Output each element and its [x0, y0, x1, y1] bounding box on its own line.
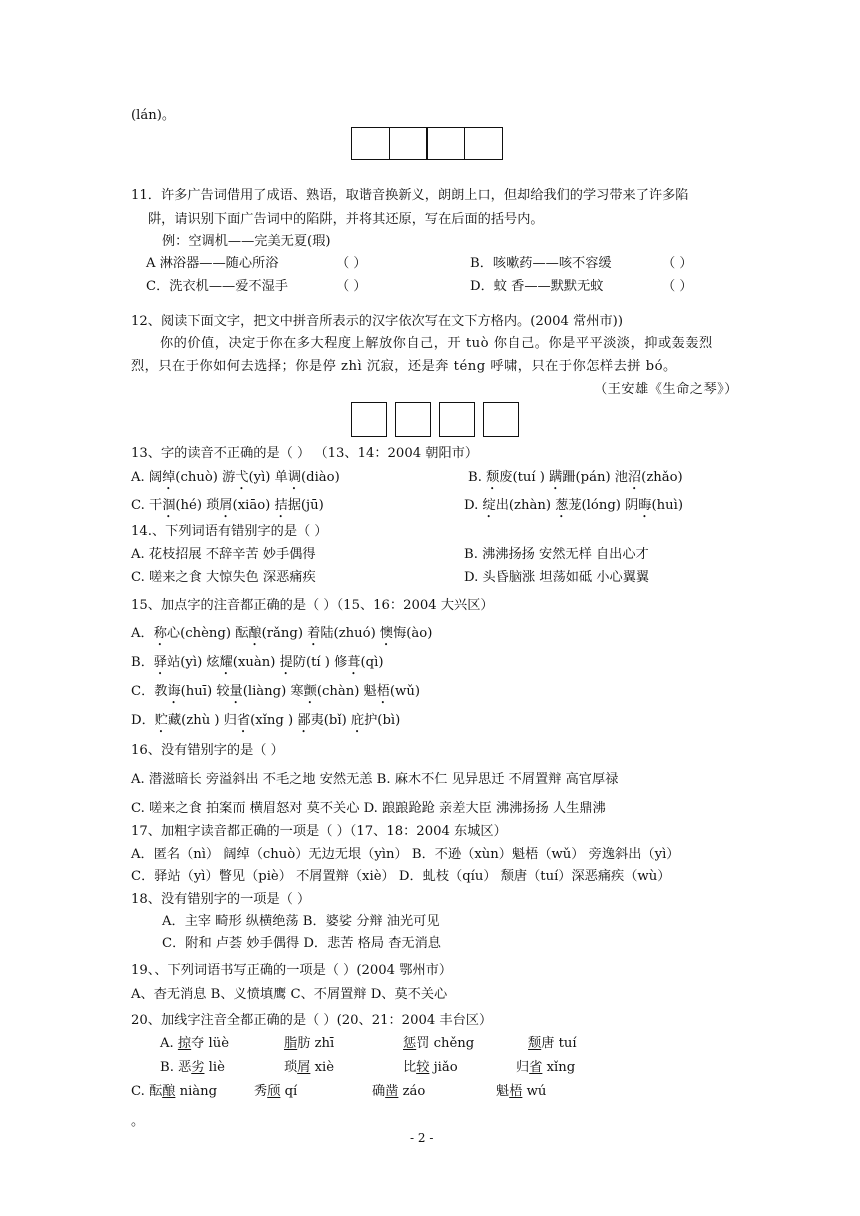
q15-option-a: A．称心(chèng) 酝酿(rǎng) 着陆(zhuó) 懊悔(ào)	[131, 626, 433, 641]
q18-stem: 18、没有错别字的一项是（ ）	[131, 892, 311, 907]
answer-box[interactable]	[439, 402, 475, 437]
q17-options-cd: C．驿站（yì）瞥见（piè） 不屑置辩（xiè） D．虬枝（qíu） 颓唐（tuí）深恶痛疾（wù）	[131, 869, 671, 884]
q20-option-c-4: 魁梧 wú	[496, 1084, 547, 1099]
answer-box[interactable]	[464, 127, 503, 160]
q17-options-ab: A．匿名（nì） 阔绰（chuò）无边无垠（yìn） B．不逊（xùn）魁梧（wǔ） 旁逸斜出（yì）	[131, 847, 680, 862]
q12-passage-1: 你的价值，决定于你在多大程度上解放你自己，开 tuò 你自己。你是平平淡淡，抑或轰轰烈	[160, 336, 713, 351]
q11-stem-2: 阱，请识别下面广告词中的陷阱，并将其还原，写在后面的括号内。	[148, 212, 544, 227]
q15-option-c: C．教诲(huī) 较量(liàng) 寒颤(chàn) 魁梧(wǔ)	[131, 684, 420, 699]
q12-passage-2: 烈，只在于你如何去选择；你是停 zhì 沉寂，还是奔 téng 呼啸，只在于你怎样去拼 bó。	[131, 359, 677, 374]
q11-option-a: A 淋浴器——随心所浴	[146, 256, 279, 271]
q12-source: （王安雄《生命之琴》）	[594, 382, 738, 397]
answer-box[interactable]	[351, 402, 387, 437]
q20-option-a: A. 掠夺 lüè	[160, 1036, 230, 1051]
q11-paren-d: （ ）	[662, 279, 693, 294]
answer-box[interactable]	[426, 127, 465, 160]
q20-option-b-4: 归省 xǐng	[516, 1060, 576, 1075]
page-number: - 2 -	[410, 1131, 434, 1145]
answer-box[interactable]	[351, 127, 390, 160]
q13-option-b: B. 颓废(tuí ) 蹒跚(pán) 池沼(zhǎo)	[468, 470, 683, 485]
q19-stem: 19、、下列词语书写正确的一项是（ ）(2004 鄂州市）	[131, 963, 453, 978]
q14-option-d: D. 头昏脑涨 坦荡如砥 小心翼翼	[464, 570, 650, 585]
q16-options-cd: C. 嗟来之食 拍案而 横眉怒对 莫不关心 D. 踉踉跄跄 亲差大臣 沸沸扬扬 人生鼎沸	[131, 801, 606, 816]
q13-option-c: C. 干涸(hé) 琐屑(xiāo) 拮据(jū)	[131, 498, 324, 513]
answer-box[interactable]	[483, 402, 519, 437]
q11-stem: 11．许多广告词借用了成语、熟语，取谐音换新义，朗朗上口，但却给我们的学习带来了许多陷	[131, 188, 689, 203]
q11-paren-b: （ ）	[662, 256, 693, 271]
q20-stem: 20、加线字注音全都正确的是（ ）(20、21：2004 丰台区）	[131, 1013, 493, 1028]
q20-option-b: B. 恶劣 liè	[160, 1060, 225, 1075]
q14-stem: 14.、下列词语有错别字的是（ ）	[131, 524, 328, 539]
q15-option-d: D．贮藏(zhù ) 归省(xǐng ) 鄙夷(bǐ) 庇护(bì)	[131, 713, 401, 728]
q20-option-a-3: 惩罚 chěng	[403, 1036, 475, 1051]
carryover-text: (lán)。	[131, 108, 176, 123]
q18-options-cd: C．附和 卢荟 妙手偶得 D．悲苦 格局 杳无消息	[162, 936, 441, 951]
q14-option-a: A. 花枝招展 不辞辛苦 妙手偶得	[131, 547, 316, 562]
q11-option-d: D．蚊 香——默默无蚊	[470, 279, 604, 294]
answer-box[interactable]	[389, 127, 428, 160]
q18-options-ab: A．主宰 畸形 纵横绝荡 B．婆娑 分辩 油光可见	[162, 914, 440, 929]
q13-option-a: A. 阔绰(chuò) 游弋(yì) 单调(diào)	[131, 470, 340, 485]
q19-options: A、杳无消息 B、义愤填鹰 C、不屑置辩 D、莫不关心	[131, 987, 448, 1002]
q13-stem: 13、字的读音不正确的是（ ） （13、14：2004 朝阳市）	[131, 446, 479, 461]
q15-option-b: B．驿站(yì) 炫耀(xuàn) 提防(tí ) 修葺(qì)	[131, 655, 384, 670]
q14-option-c: C. 嗟来之食 大惊失色 深恶痛疾	[131, 570, 316, 585]
q20-option-b-2: 琐屑 xiè	[284, 1060, 335, 1075]
q13-option-d: D. 绽出(zhàn) 葱茏(lóng) 阴晦(huì)	[464, 498, 683, 513]
q20-option-b-3: 比较 jiǎo	[403, 1060, 458, 1075]
q11-example: 例：空调机——完美无夏(瑕)	[162, 234, 331, 249]
q11-option-b: B．咳嗽药——咳不容缓	[470, 256, 612, 271]
q20-option-c-2: 秀颀 qí	[254, 1084, 298, 1099]
q11-option-c: C．洗衣机——爱不湿手	[146, 279, 288, 294]
q20-option-a-2: 脂肪 zhī	[284, 1036, 335, 1051]
q16-stem: 16、没有错别字的是（ ）	[131, 743, 284, 758]
q20-option-a-4: 颓唐 tuí	[528, 1036, 577, 1051]
footer-dot: 。	[131, 1114, 145, 1129]
q20-option-c-3: 确凿 záo	[372, 1084, 426, 1099]
q12-stem: 12、阅读下面文字，把文中拼音所表示的汉字依次写在文下方格内。(2004 常州市))	[131, 314, 623, 329]
q14-option-b: B. 沸沸扬扬 安然无样 自出心才	[464, 547, 649, 562]
q16-options-ab: A. 潜滋暗长 旁溢斜出 不毛之地 安然无恙 B. 麻木不仁 见异思迁 不屑置辩 高官厚禄	[131, 772, 619, 787]
answer-boxes-12	[351, 402, 527, 437]
q15-stem: 15、加点字的注音都正确的是（ ）（15、16：2004 大兴区）	[131, 598, 494, 613]
q20-option-c: C. 酝酿 niàng	[131, 1084, 218, 1099]
answer-boxes-10	[351, 127, 502, 160]
q11-paren-c: （ ）	[336, 279, 367, 294]
answer-box[interactable]	[395, 402, 431, 437]
q17-stem: 17、加粗字读音都正确的一项是（ ）（17、18：2004 东城区）	[131, 824, 507, 839]
q11-paren-a: （ ）	[336, 256, 367, 271]
